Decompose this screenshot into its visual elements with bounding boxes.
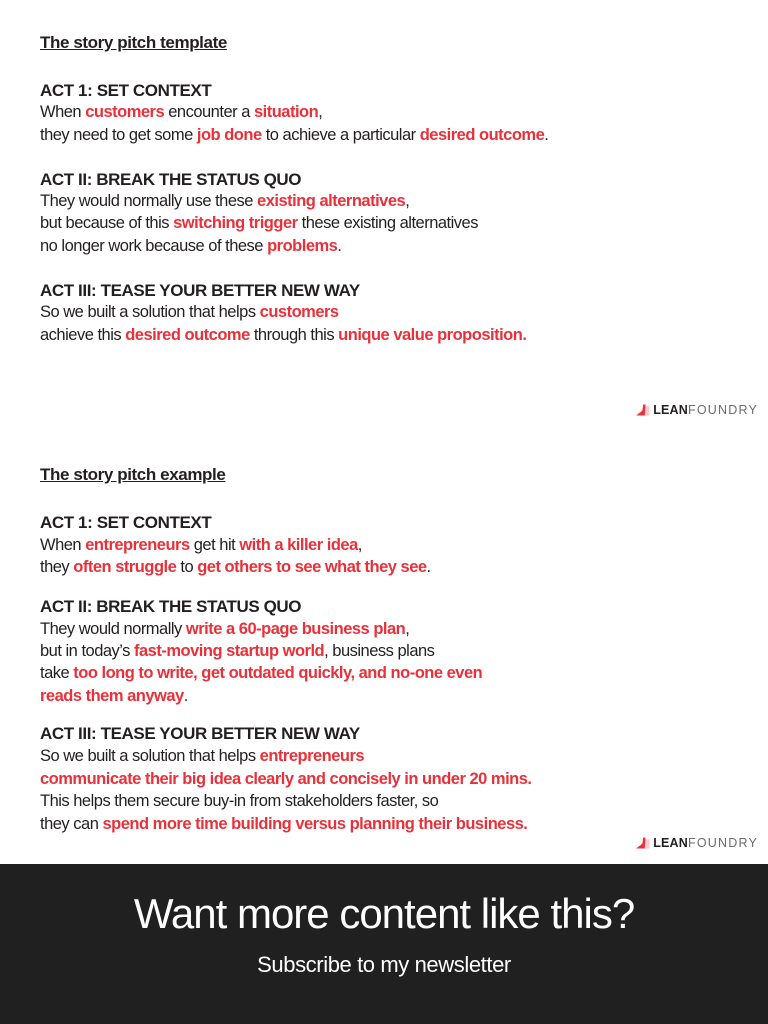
text: So we built a solution that helps bbox=[40, 747, 260, 765]
text: , business plans bbox=[324, 642, 435, 660]
highlight: customers bbox=[259, 303, 339, 321]
stairs-logo-icon bbox=[633, 835, 650, 851]
example-act2-line2 bbox=[40, 642, 434, 661]
text: but because of this bbox=[40, 214, 174, 232]
text: take bbox=[40, 664, 74, 682]
highlight: job done bbox=[196, 126, 262, 144]
example-act3-line1 bbox=[40, 747, 364, 766]
highlight: fast-moving startup world bbox=[134, 642, 325, 660]
text: but in today’s bbox=[40, 642, 135, 660]
logo-foundry-text: FOUNDRY bbox=[688, 836, 758, 850]
highlight: communicate their big idea clearly and concisely in under 20 mins. bbox=[40, 770, 532, 788]
text: they need to get some bbox=[40, 126, 197, 144]
text: , bbox=[318, 103, 323, 121]
text: This helps them secure buy-in from stakeholders faster, so bbox=[40, 792, 439, 810]
highlight: too long to write, get outdated quickly, and no-one even bbox=[73, 664, 483, 682]
highlight: switching trigger bbox=[173, 214, 298, 232]
logo-foundry-text: FOUNDRY bbox=[688, 403, 758, 417]
text: they bbox=[40, 558, 74, 576]
text: When bbox=[40, 103, 86, 121]
example-act1-title: ACT 1: SET CONTEXT bbox=[40, 513, 212, 532]
highlight: entrepreneurs bbox=[259, 747, 365, 765]
highlight: existing alternatives bbox=[257, 192, 406, 210]
text: , bbox=[357, 536, 362, 554]
example-act3-line3 bbox=[40, 792, 438, 811]
text: . bbox=[426, 558, 431, 576]
text: . bbox=[544, 126, 549, 144]
highlight: desired outcome bbox=[419, 126, 545, 144]
example-act2-title: ACT II: BREAK THE STATUS QUO bbox=[40, 597, 302, 616]
highlight: customers bbox=[85, 103, 165, 121]
text: encounter a bbox=[164, 103, 254, 121]
highlight: often struggle bbox=[73, 558, 177, 576]
template-act3-title: ACT III: TEASE YOUR BETTER NEW WAY bbox=[40, 281, 360, 300]
highlight: desired outcome bbox=[125, 326, 250, 344]
highlight: get others to see what they see bbox=[197, 558, 427, 576]
example-act2-line3 bbox=[40, 664, 482, 683]
leanfoundry-logo bbox=[633, 401, 758, 419]
text: . bbox=[183, 687, 188, 705]
highlight: reads them anyway bbox=[40, 687, 184, 705]
logo-lean-text: LEAN bbox=[653, 403, 689, 417]
text: , bbox=[405, 192, 410, 210]
text: They would normally use these bbox=[40, 192, 258, 210]
example-act2-line4 bbox=[40, 687, 188, 706]
text: They would normally bbox=[40, 620, 186, 638]
template-heading: The story pitch template bbox=[40, 33, 227, 52]
template-act1-title: ACT 1: SET CONTEXT bbox=[40, 81, 212, 100]
example-act1-line2 bbox=[40, 558, 431, 577]
text: So we built a solution that helps bbox=[40, 303, 260, 321]
newsletter-banner[interactable] bbox=[0, 864, 768, 1024]
example-act2-line1 bbox=[40, 620, 409, 639]
highlight: write a 60-page business plan bbox=[185, 620, 406, 638]
template-act2-line3 bbox=[40, 237, 341, 256]
template-act3-line1 bbox=[40, 303, 339, 322]
example-act3-line4 bbox=[40, 815, 527, 834]
text: get hit bbox=[189, 536, 240, 554]
highlight: problems bbox=[267, 237, 338, 255]
example-act3-title: ACT III: TEASE YOUR BETTER NEW WAY bbox=[40, 724, 360, 743]
highlight: entrepreneurs bbox=[85, 536, 190, 554]
template-act2-line1 bbox=[40, 192, 409, 211]
example-heading: The story pitch example bbox=[40, 465, 226, 484]
text: no longer work because of these bbox=[40, 237, 268, 255]
logo-lean-text: LEAN bbox=[653, 836, 689, 850]
highlight: unique value proposition. bbox=[338, 326, 527, 344]
text: to achieve a particular bbox=[261, 126, 420, 144]
template-act2-line2 bbox=[40, 214, 478, 233]
highlight: spend more time building versus planning their business. bbox=[102, 815, 528, 833]
leanfoundry-logo bbox=[633, 834, 758, 852]
template-act2-title: ACT II: BREAK THE STATUS QUO bbox=[40, 170, 302, 189]
template-act1-line1 bbox=[40, 103, 322, 122]
text: these existing alternatives bbox=[297, 214, 478, 232]
text: , bbox=[405, 620, 410, 638]
cta-title: Want more content like this? bbox=[133, 890, 635, 937]
example-act3-line2 bbox=[40, 770, 532, 789]
text: achieve this bbox=[40, 326, 126, 344]
text: . bbox=[337, 237, 342, 255]
text: When bbox=[40, 536, 86, 554]
template-act3-line2 bbox=[40, 326, 526, 345]
template-act1-line2 bbox=[40, 126, 548, 145]
text: they can bbox=[40, 815, 103, 833]
text: through this bbox=[249, 326, 339, 344]
highlight: situation bbox=[253, 103, 319, 121]
subscribe-link[interactable]: Subscribe to my newsletter bbox=[257, 952, 511, 977]
example-act1-line1 bbox=[40, 536, 362, 555]
text: to bbox=[176, 558, 198, 576]
highlight: with a killer idea bbox=[239, 536, 358, 554]
stairs-logo-icon bbox=[633, 402, 650, 418]
